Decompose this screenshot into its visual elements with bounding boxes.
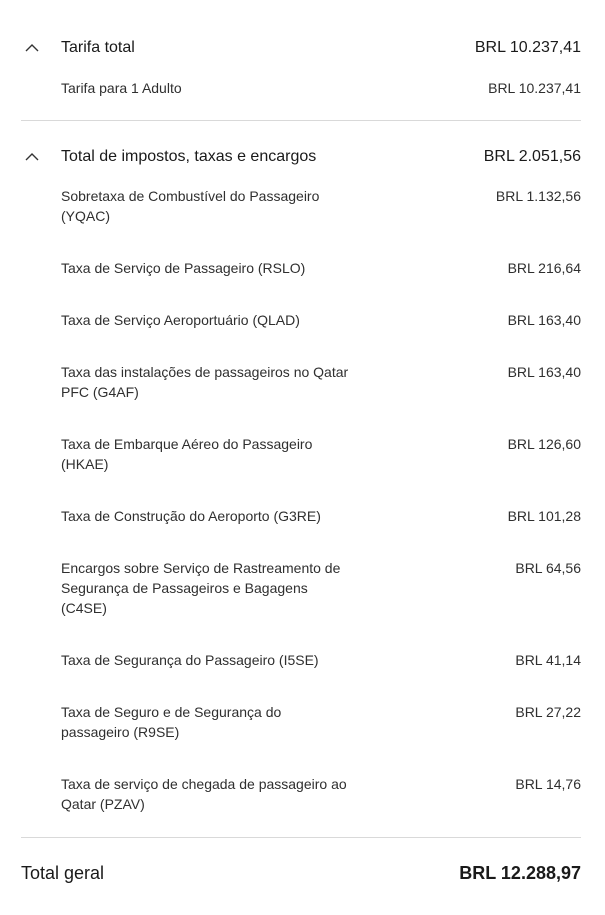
taxes-title: Total de impostos, taxas e encargos [61,148,317,165]
fare-total: BRL 10.237,41 [474,39,581,56]
tax-row-value: BRL 163,40 [507,312,581,328]
fare-row-value: BRL 10.237,41 [488,80,581,96]
chevron-up-icon[interactable] [23,148,41,166]
tax-row-value: BRL 27,22 [515,704,581,720]
tax-row-label: Taxa de Serviço Aeroportuário (QLAD) [61,312,300,328]
chevron-up-icon[interactable] [23,39,41,57]
taxes-section-header[interactable] [21,144,581,170]
tax-row-label: Taxa de Serviço de Passageiro (RSLO) [61,260,306,276]
tax-row-label: Taxa de serviço de chegada de passageiro ao Qatar (PZAV) [61,776,347,812]
tax-row-label: Taxa de Embarque Aéreo do Passageiro (HKAE) [61,436,313,472]
tax-row-value: BRL 216,64 [507,260,581,276]
fare-row-label: Tarifa para 1 Adulto [61,80,182,96]
tax-row-label: Taxa de Construção do Aeroporto (G3RE) [61,508,321,524]
taxes-total: BRL 2.051,56 [483,148,581,165]
tax-row-value: BRL 64,56 [515,560,581,576]
grand-total-label: Total geral [21,863,105,883]
tax-row-label: Taxa de Segurança do Passageiro (I5SE) [61,652,319,668]
tax-row-value: BRL 41,14 [515,652,581,668]
tax-row-value: BRL 14,76 [515,776,581,792]
divider [21,837,581,838]
tax-row-value: BRL 1.132,56 [495,188,581,204]
tax-row-value: BRL 101,28 [507,508,581,524]
tax-row-label: Taxa das instalações de passageiros no Qatar PFC (G4AF) [61,364,349,400]
tax-row-value: BRL 163,40 [507,364,581,380]
tax-row-value: BRL 126,60 [507,436,581,452]
tax-row-label: Sobretaxa de Combustível do Passageiro (YQAC) [61,188,320,224]
fare-title: Tarifa total [61,39,135,56]
divider [21,120,581,121]
tax-row-label: Encargos sobre Serviço de Rastreamento de Segurança de Passageiros e Bagagens (C4SE) [61,560,341,616]
tax-row-label: Taxa de Seguro e de Segurança do passageiro (R9SE) [61,704,282,740]
grand-total-value: BRL 12.288,97 [459,863,581,883]
fare-section-header[interactable] [21,35,581,61]
grand-total [21,863,581,887]
